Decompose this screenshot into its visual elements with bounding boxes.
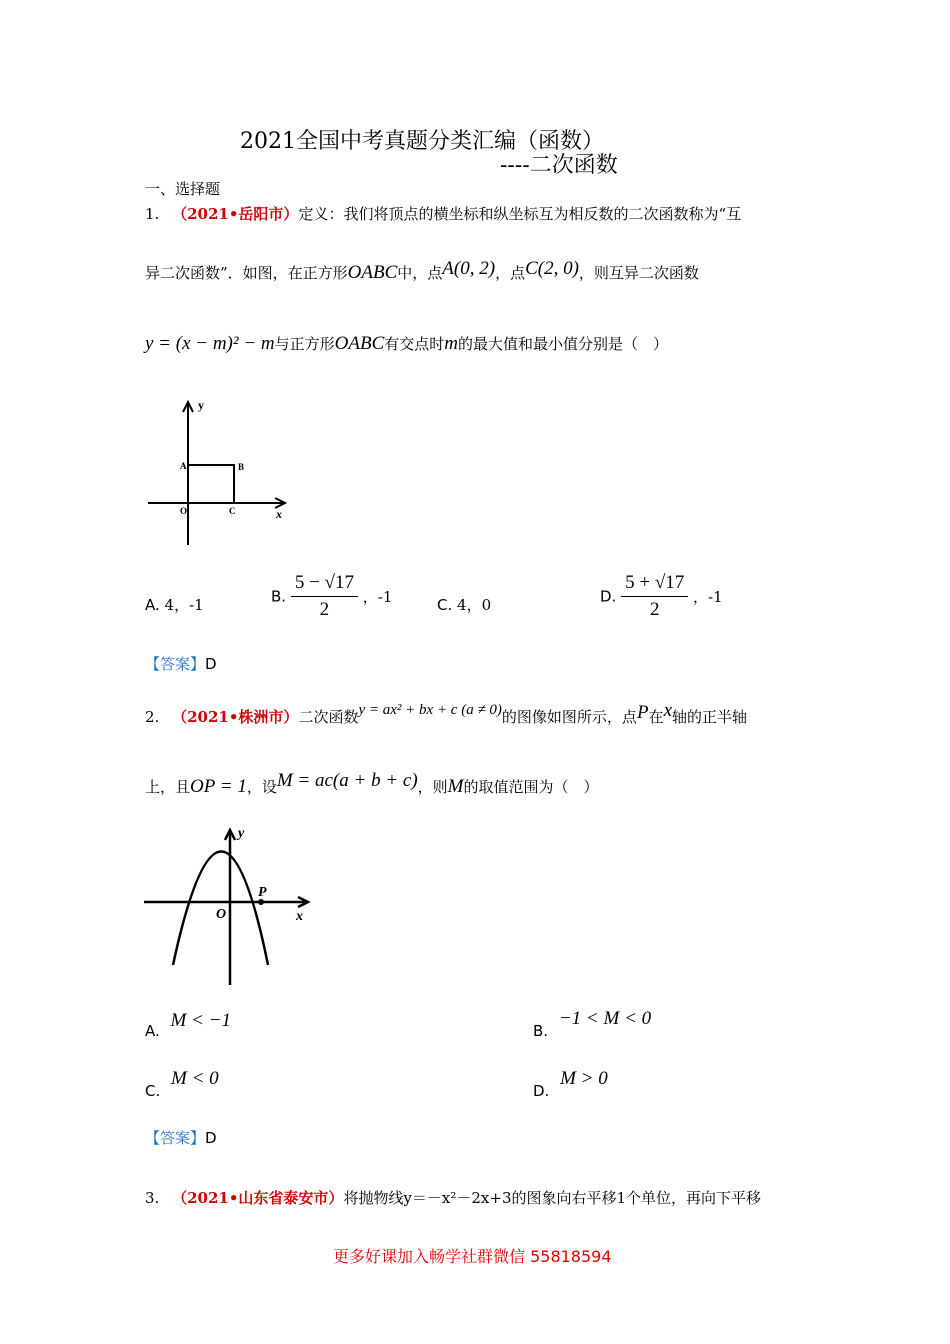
- q1-function: y = (x − m)² − m: [145, 333, 275, 354]
- q1-option-a: [145, 594, 204, 615]
- q1-label-o: O: [180, 506, 188, 516]
- q2-source: （2021•株洲市）: [172, 708, 299, 726]
- q1-answer-label: 【答案】: [145, 655, 206, 673]
- q2-text1d: 轴的正半轴: [672, 708, 748, 726]
- q2-y-label: y: [238, 826, 245, 841]
- section-heading: 一、选择题: [145, 180, 221, 198]
- q1-label-b: B: [238, 462, 245, 472]
- q1-text2a: 异二次函数”．如图，在正方形: [145, 264, 348, 282]
- q1-option-c: [437, 594, 491, 615]
- q1-text1: 定义：我们将顶点的横坐标和纵坐标互为相反数的二次函数称为“互: [298, 205, 742, 223]
- q1-source: （2021•岳阳市）: [172, 205, 299, 223]
- q1-label-a: A: [180, 461, 187, 471]
- q2-number: 2.: [145, 708, 160, 726]
- q1-answer-value: D: [205, 655, 217, 673]
- q1-square-sides: [188, 465, 234, 503]
- q1-option-b: [271, 572, 392, 621]
- q1-option-a-value: 4，-1: [164, 596, 204, 614]
- q2-answer: [145, 1127, 217, 1148]
- q1-option-b-label: B.: [271, 587, 287, 606]
- q3-text: 将抛物线y＝－x²－2x+3的图象向右平移1个单位，再向下平移: [343, 1189, 762, 1207]
- footer-promo: 更多好课加入畅学社群微信 55818594: [333, 1247, 612, 1266]
- q2-m: M: [447, 776, 464, 797]
- q1-text3a: 与正方形: [274, 335, 335, 353]
- q2-option-b: [533, 1008, 651, 1040]
- q2-p: P: [636, 702, 649, 723]
- q1-text3b: 有交点时: [384, 335, 445, 353]
- q2-text1b: 的图像如图所示，点: [501, 708, 637, 726]
- q1-y-label: y: [198, 398, 204, 412]
- q2-label-o: O: [216, 907, 227, 922]
- q2-option-a: [145, 1010, 231, 1040]
- q2-figure: [140, 820, 320, 990]
- q2-op: OP = 1: [190, 776, 247, 797]
- q2-option-d: [533, 1068, 608, 1100]
- q2-x-label: x: [296, 909, 303, 924]
- q1-point-a: A(0, 2): [442, 258, 496, 279]
- q1-option-a-label: A.: [145, 596, 160, 614]
- q1-option-d-tail: ，-1: [693, 588, 723, 606]
- q1-text2b: 中，点: [397, 264, 443, 282]
- q1-option-c-value: 4，0: [457, 596, 492, 614]
- q2-option-c-label: C.: [145, 1082, 161, 1100]
- q1-option-b-num: 5 − √17: [291, 572, 358, 597]
- q1-number: 1.: [145, 205, 160, 223]
- q3-line1: [145, 1187, 761, 1208]
- q1-option-d-fraction: [621, 572, 688, 621]
- q1-figure: [140, 390, 300, 555]
- q1-option-b-tail: ，-1: [362, 588, 393, 606]
- q2-option-b-value: −1 < M < 0: [558, 1008, 652, 1029]
- q1-m: m: [444, 333, 458, 354]
- q1-text2c: ，点: [495, 264, 526, 282]
- q1-option-d-label: D.: [600, 587, 617, 606]
- q1-option-d: [600, 572, 723, 621]
- q2-text1a: 二次函数: [298, 708, 359, 726]
- q1-option-b-den: 2: [319, 599, 330, 620]
- q1-text3c: 的最大值和最小值分别是（ ）: [458, 335, 669, 353]
- q1-square-2: OABC: [334, 333, 385, 354]
- q2-answer-label: 【答案】: [145, 1129, 206, 1147]
- q2-option-a-label: A.: [145, 1022, 160, 1040]
- q1-line3: [145, 333, 668, 355]
- q3-number: 3.: [145, 1189, 160, 1207]
- q2-option-b-label: B.: [533, 1022, 549, 1040]
- q2-answer-value: D: [205, 1129, 217, 1147]
- q3-source: （2021•山东省泰安市）: [172, 1189, 344, 1207]
- q1-line1: [145, 203, 741, 224]
- q1-option-c-label: C.: [437, 596, 453, 614]
- q2-text2d: 的取值范围为（ ）: [463, 778, 599, 796]
- q2-option-c: [145, 1068, 219, 1100]
- q1-text2d: ，则互异二次函数: [578, 264, 699, 282]
- q2-text2a: 上，且: [145, 778, 191, 796]
- q1-option-d-num: 5 + √17: [621, 572, 688, 597]
- page-subtitle: ----二次函数: [500, 153, 618, 178]
- q2-label-p: P: [258, 885, 267, 900]
- q1-point-c: C(2, 0): [525, 258, 579, 279]
- q2-option-a-value: M < −1: [170, 1010, 232, 1031]
- q1-option-b-fraction: [291, 572, 358, 621]
- q2-line2: [145, 770, 599, 798]
- q2-line1: [145, 700, 747, 727]
- q1-x-label: x: [276, 507, 282, 521]
- q1-square: OABC: [347, 262, 398, 283]
- q1-option-d-den: 2: [649, 599, 660, 620]
- q2-function: y = ax² + bx + c (a ≠ 0): [358, 702, 502, 718]
- q2-text2c: ，则: [417, 778, 448, 796]
- q2-x: x: [663, 700, 672, 721]
- q2-text2b: ，设: [246, 778, 277, 796]
- q2-option-c-value: M < 0: [171, 1068, 219, 1089]
- page-title: 2021全国中考真题分类汇编（函数）: [240, 129, 604, 154]
- q1-line2: [145, 258, 699, 284]
- q1-label-c: C: [229, 506, 236, 516]
- q2-option-d-value: M > 0: [560, 1068, 608, 1089]
- q1-answer: [145, 653, 217, 674]
- q2-m-def: M = ac(a + b + c): [276, 770, 418, 791]
- q2-option-d-label: D.: [533, 1082, 550, 1100]
- q2-text1c: 在: [648, 708, 664, 726]
